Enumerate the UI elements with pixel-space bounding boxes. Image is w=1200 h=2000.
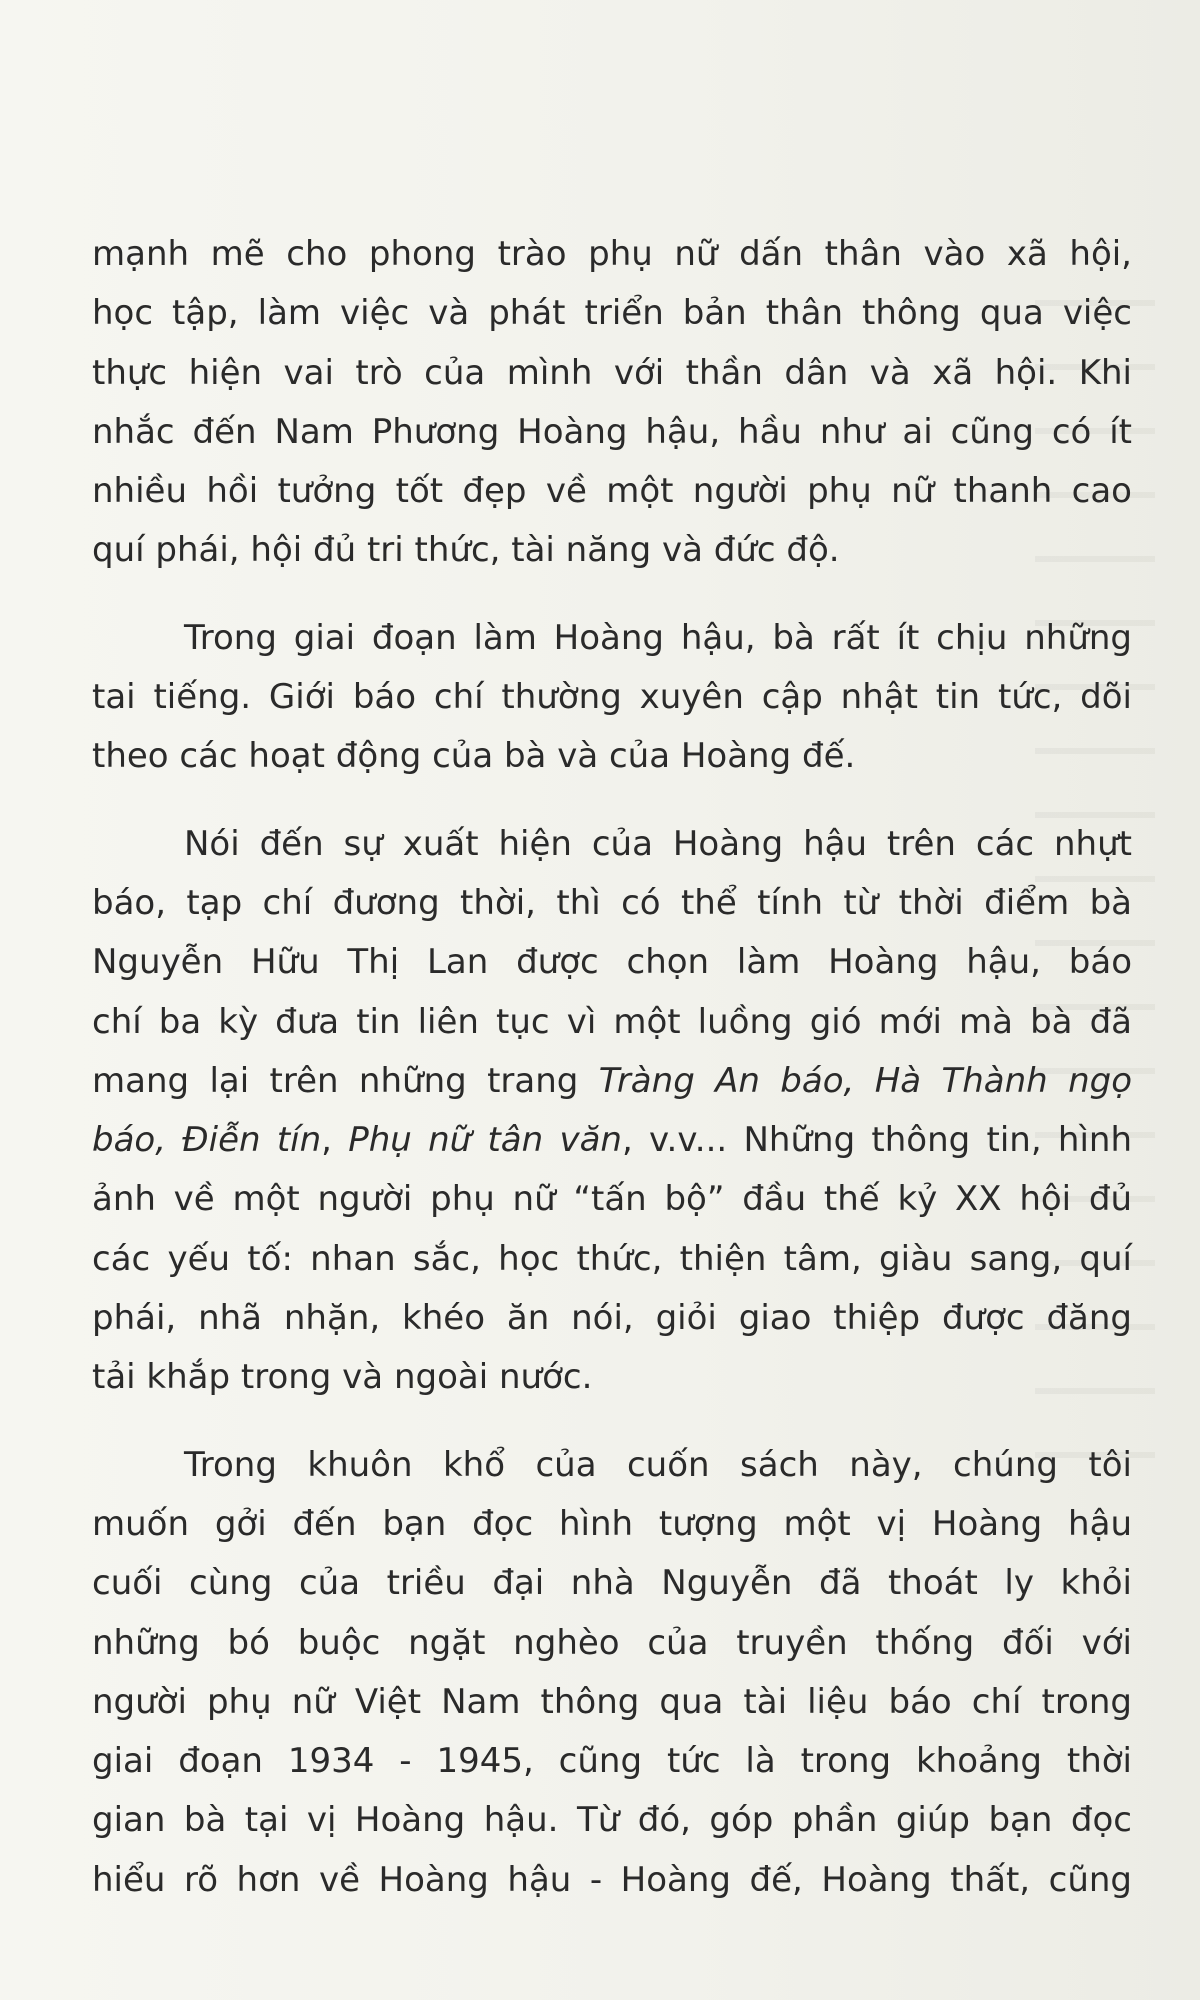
text-segment: , v.v... Những thông tin, hình xyxy=(621,1120,1132,1161)
text-line: nhiều hồi tưởng tốt đẹp về một người phụ nữ thanh cao xyxy=(92,471,1132,512)
paragraph-4 xyxy=(92,1436,1132,1910)
text-line: cuối cùng của triều đại nhà Nguyễn đã thoát ly khỏi xyxy=(92,1563,1132,1604)
text-line: hiểu rõ hơn về Hoàng hậu - Hoàng đế, Hoàng thất, cũng xyxy=(92,1859,1132,1900)
text-line: thực hiện vai trò của mình với thần dân và xã hội. Khi xyxy=(92,352,1132,393)
text-segment: mang lại trên những trang xyxy=(92,1060,599,1101)
text-line: người phụ nữ Việt Nam thông qua tài liệu báo chí trong xyxy=(92,1681,1132,1722)
text-line: phái, nhã nhặn, khéo ăn nói, giỏi giao thiệp được đăng xyxy=(92,1298,1132,1339)
text-line-with-titles xyxy=(92,1052,1132,1111)
text-line: báo, tạp chí đương thời, thì có thể tính từ thời điểm bà xyxy=(92,882,1132,923)
text-line: Trong giai đoạn làm Hoàng hậu, bà rất ít chịu những xyxy=(184,617,1132,658)
paragraph-3 xyxy=(92,815,1132,1408)
text-line: theo các hoạt động của bà và của Hoàng đế. xyxy=(92,736,856,777)
text-line-with-titles xyxy=(92,1111,1132,1170)
paragraph-2 xyxy=(92,609,1132,787)
text-line: các yếu tố: nhan sắc, học thức, thiện tâm, giàu sang, quí xyxy=(92,1238,1132,1279)
text-line: nhắc đến Nam Phương Hoàng hậu, hầu như ai cũng có ít xyxy=(92,411,1132,452)
text-line: Trong khuôn khổ của cuốn sách này, chúng tôi xyxy=(184,1444,1132,1485)
text-line: gian bà tại vị Hoàng hậu. Từ đó, góp phần giúp bạn đọc xyxy=(92,1800,1132,1841)
text-line: ảnh về một người phụ nữ “tấn bộ” đầu thế kỷ XX hội đủ xyxy=(92,1179,1132,1220)
text-line: những bó buộc ngặt nghèo của truyền thống đối với xyxy=(92,1622,1132,1663)
text-line: Nói đến sự xuất hiện của Hoàng hậu trên các nhựt xyxy=(184,823,1132,864)
publication-titles: Tràng An báo, Hà Thành ngọ xyxy=(598,1060,1132,1101)
text-line: mạnh mẽ cho phong trào phụ nữ dấn thân vào xã hội, xyxy=(92,234,1132,274)
text-line: chí ba kỳ đưa tin liên tục vì một luồng gió mới mà bà đã xyxy=(92,1001,1132,1042)
text-line: tải khắp trong và ngoài nước. xyxy=(92,1357,593,1398)
publication-titles: báo, Điễn tín xyxy=(92,1120,322,1161)
text-line: Nguyễn Hữu Thị Lan được chọn làm Hoàng hậu, báo xyxy=(92,942,1132,983)
text-line: muốn gởi đến bạn đọc hình tượng một vị Hoàng hậu xyxy=(92,1503,1132,1544)
body-text xyxy=(92,225,1132,1938)
publication-title: Phụ nữ tân văn xyxy=(348,1120,622,1161)
text-line: học tập, làm việc và phát triển bản thân thông qua việc xyxy=(92,293,1132,334)
text-line: giai đoạn 1934 - 1945, cũng tức là trong khoảng thời xyxy=(92,1741,1132,1782)
text-segment: , xyxy=(321,1120,349,1161)
text-line: quí phái, hội đủ tri thức, tài năng và đức độ. xyxy=(92,530,840,571)
paragraph-1 xyxy=(92,225,1132,581)
text-line: tai tiếng. Giới báo chí thường xuyên cập nhật tin tức, dõi xyxy=(92,677,1132,718)
